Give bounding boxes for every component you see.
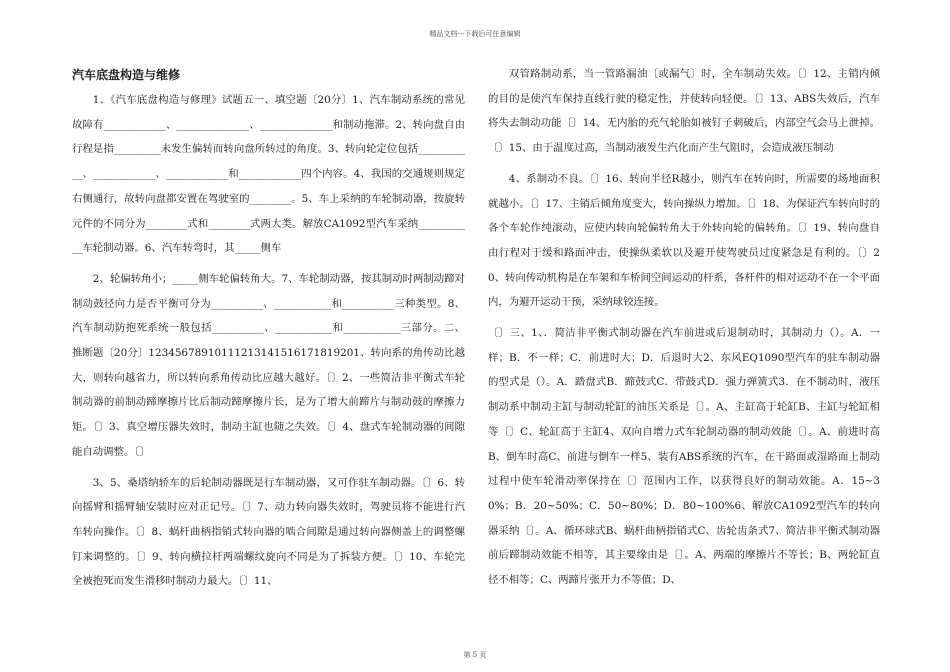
paragraph: 3、5、桑塔纳轿车的后轮制动器既是行车制动器，又可作驻车制动器。〔〕6、转向摇臂和摇臂轴安装时应对正记号。〔〕7、动力转向器失效时，驾驶员将不能进行汽车转向操作。〔〕8、蜗杆曲柄指销式转向器的啮合间隙是通过转向器侧盖上的调整螺钉来调整的。〔〕9、转向横拉杆两端螺纹旋向不同是为了拆装方便。〔〕10、车轮完全被抱死而发生滑移时制动力最大。〔〕11、	[72, 476, 465, 588]
left-column	[72, 62, 465, 594]
page-header: 精品文档---下载后可任意编辑	[429, 30, 521, 38]
paragraph: 双管路制动系，当一管路漏油〔或漏气〕时，全车制动失效。〔〕12、主销内倾的目的是使汽车保持直线行驶的稳定性，并使转向轻便。〔〕13、ABS失效后，汽车将失去制动功能〔〕14、无内胎的充气轮胎如被钉子刺破后，内部空气会马上泄掉。〔〕15、由于温度过高，当制动液发生汽化而产生气阻时，会造成液压制动	[488, 68, 880, 155]
right-column	[488, 62, 880, 593]
paragraph: 〔〕三、1、．简洁非平衡式制动器在汽车前进或后退制动时，其制动力（）。A．一样；B．不一样；C．前进时大；D．后退时大2、东风EQ1090型汽车的驻车制动器的型式是（）。A．踏盘式B．蹄鼓式C．带鼓式D．强力弹簧式3．在不制动时，液压制动系中制动主缸与制动轮缸的油压关系是〔〕。A、主缸高于轮缸B、主缸与轮缸相等〔〕C、轮缸高于主缸4、双向自增力式车轮制动器的制动效能〔〕。A、前进时高B、倒车时高C、前进与倒车一样5、装有ABS系统的汽车，在干路面或湿路面上制动过程中使车轮滑动率保持在〔〕范围内工作，以获得良好的制动效能。A．15~30%；B．20~50%；C．50~80%；D．80~100%6、解放CA1092型汽车的转向器采纳〔〕。A、循环球式B、蜗杆曲柄指销式C、齿轮齿条式7、简洁非平衡式制动器前后蹄制动效能不相等，其主要缘由是〔〕。A、两端的摩擦片不等长；B、两轮缸直径不相等；C、两蹄片张开力不等值；D、	[488, 327, 880, 587]
paragraph: 4、系制动不良。〔〕16、转向半径R越小，则汽车在转向时，所需要的场地面积就越小。〔〕17、主销后倾角度变大，转向操纵力增加。〔〕18、为保证汽车转向时的各个车轮作纯滚动，应使内转向轮偏转角大于外转向轮的偏转角。〔〕19、转向盘自由行程对于缓和路面冲击，使操纵柔软以及避开使驾驶员过度紧急是有利的。〔〕20、转向传动机构是在车架和车桥间空间运动的杆系，各杆件的相对运动不在一个平面内，为避开运动干预，采纳球铰连接。	[488, 172, 880, 309]
paragraph: 2、轮偏转角小；_____侧车轮偏转角大。7、车轮制动器，按其制动时两制动蹄对制动鼓径向力是否平衡可分为__________、___________和__________三种类型。8、汽车制动防抱死系统一般包括__________、___________和___________三部分。二、推断题〔20分〕12345678910111213141516171819201、转向系的角传动比越大，则转向越省力，所以转向系角传动比应越大越好。〔〕2、一些简洁非平衡式车轮制动器的前制动蹄摩擦片比后制动蹄摩擦片长，是为了增大前蹄片与制动鼓的摩擦力矩。〔〕3、真空增压器失效时，制动主缸也随之失效。〔〕4、盘式车轮制动器的间隙能自动调整。〔〕	[72, 272, 465, 458]
paragraph: 1、《汽车底盘构造与修理》试题五一、填空题〔20分〕1、汽车制动系统的常见故障有____________、______________、______________和制动拖滞。2、转向盘自由行程是指_________未发生偏转而转向盘所转过的角度。3、转向轮定位包括___________、____________、____________和____________四个内容。4、我国的交通规则规定右侧通行，故转向盘都安置在驾驶室的________。5、车上采纳的车轮制动器，按旋转元件的不同分为________式和________式两大类。解放CA1092型汽车采纳___________车轮制动器。6、汽车转弯时，其_____侧车	[72, 94, 465, 255]
document-title: 汽车底盘构造与维修	[72, 68, 181, 82]
page-footer: 第 5 页	[463, 651, 487, 659]
